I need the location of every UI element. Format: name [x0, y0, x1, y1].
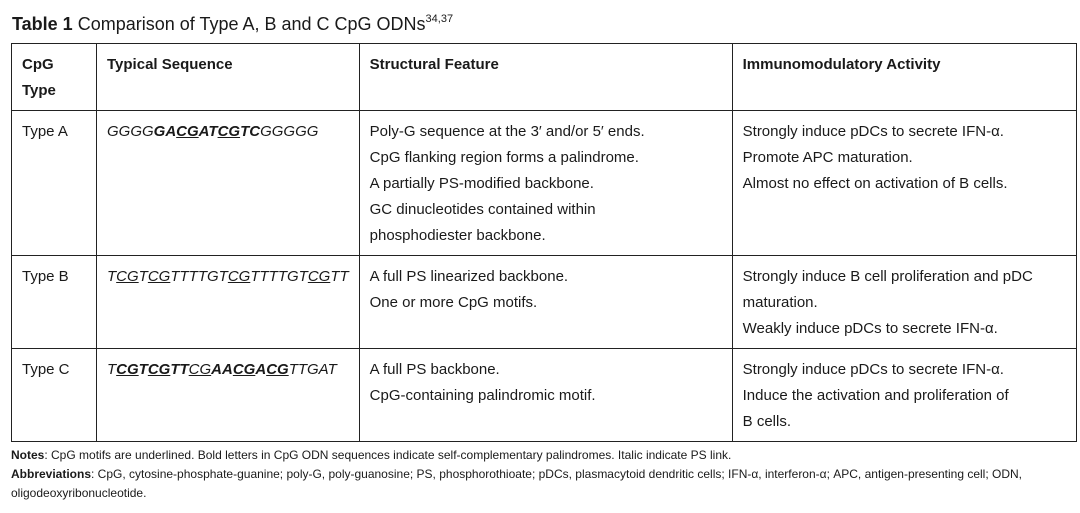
sequence-segment: T — [107, 268, 117, 285]
sequence-segment: GA — [153, 123, 177, 140]
sequence-segment: TC — [240, 123, 261, 140]
sequence-segment: TT — [330, 268, 349, 285]
immunomodulatory-activity-cell — [732, 256, 1076, 349]
sequence-segment: T — [138, 268, 148, 285]
structural-feature-line: A full PS backbone. — [369, 361, 500, 378]
cpg-type-cell: Type C — [12, 349, 97, 442]
activity-line: Promote APC maturation. — [742, 149, 913, 166]
table-body — [12, 111, 1077, 442]
header-typical-sequence: Typical Sequence — [97, 44, 360, 111]
sequence-segment: AT — [198, 123, 218, 140]
header-cpg-type: CpG Type — [12, 44, 97, 111]
table-title: Comparison of Type A, B and C CpG ODNs — [77, 14, 426, 34]
sequence-segment: CG — [176, 123, 199, 140]
sequence-segment: CG — [147, 268, 171, 285]
activity-line: Strongly induce pDCs to secrete IFN-α. — [742, 123, 1004, 140]
immunomodulatory-activity-cell — [732, 111, 1076, 256]
sequence-text — [107, 264, 349, 290]
table-row — [12, 256, 1077, 349]
table-caption — [12, 12, 453, 36]
activity-line: maturation. — [742, 294, 818, 311]
structural-feature-line: Poly-G sequence at the 3′ and/or 5′ ends. — [369, 123, 645, 140]
structural-feature-line: CpG-containing palindromic motif. — [369, 387, 596, 404]
structural-feature-line: A partially PS-modified backbone. — [369, 175, 594, 192]
activity-line: Weakly induce pDCs to secrete IFN-α. — [742, 320, 998, 337]
sequence-text — [107, 119, 349, 145]
sequence-segment: CG — [116, 268, 139, 285]
notes-label: Notes — [11, 448, 45, 462]
table-label: Table 1 — [12, 14, 73, 34]
activity-line: Strongly induce pDCs to secrete IFN-α. — [742, 361, 1004, 378]
cpg-type-cell: Type B — [12, 256, 97, 349]
sequence-cell — [97, 111, 360, 256]
notes-line — [11, 446, 1077, 465]
sequence-cell — [97, 256, 360, 349]
sequence-segment: AA — [211, 361, 233, 378]
sequence-segment: CG — [307, 268, 331, 285]
immunomodulatory-activity-cell — [732, 349, 1076, 442]
sequence-segment: CG — [227, 268, 251, 285]
structural-feature-line: A full PS linearized backbone. — [369, 268, 569, 285]
abbreviations-label: Abbreviations — [11, 467, 92, 481]
sequence-segment: TT — [170, 361, 189, 378]
notes-text: : CpG motifs are underlined. Bold letters in CpG ODN sequences indicate self-complementary palindromes. Italic indicate PS link. — [44, 448, 732, 462]
sequence-segment: TTTTGT — [250, 268, 308, 285]
activity-line: B cells. — [742, 413, 791, 430]
sequence-segment: CG — [232, 361, 256, 378]
reference-superscript: 34,37 — [425, 13, 454, 25]
sequence-segment: CG — [217, 123, 241, 140]
sequence-segment: CG — [147, 361, 171, 378]
structural-feature-cell — [359, 256, 732, 349]
sequence-text — [107, 357, 349, 383]
sequence-segment: CG — [116, 361, 139, 378]
header-row — [12, 44, 1077, 111]
structural-feature-cell — [359, 349, 732, 442]
table-notes — [11, 446, 1077, 503]
sequence-segment: T — [138, 361, 148, 378]
structural-feature-line: phosphodiester backbone. — [369, 227, 546, 244]
table-row — [12, 349, 1077, 442]
structural-feature-line: GC dinucleotides contained within — [369, 201, 596, 218]
structural-feature-cell — [359, 111, 732, 256]
abbreviations-text: : CpG, cytosine-phosphate-guanine; poly-G, poly-guanosine; PS, phosphorothioate; pDCs, plasmacytoid dendritic cells; IFN-α, interferon-α; APC, antigen-presenting cell; ODN, oligodeoxyribonucleotide. — [11, 467, 1023, 500]
sequence-segment: TTTTGT — [170, 268, 228, 285]
sequence-segment: CG — [188, 361, 212, 378]
sequence-segment: A — [255, 361, 267, 378]
header-structural-feature: Structural Feature — [359, 44, 732, 111]
sequence-segment: TTGAT — [288, 361, 337, 378]
sequence-segment: GGGGG — [260, 123, 319, 140]
sequence-segment: CG — [266, 361, 289, 378]
activity-line: Induce the activation and proliferation of — [742, 387, 1009, 404]
activity-line: Almost no effect on activation of B cells. — [742, 175, 1008, 192]
comparison-table — [11, 43, 1077, 442]
sequence-segment: T — [107, 361, 117, 378]
structural-feature-line: CpG flanking region forms a palindrome. — [369, 149, 639, 166]
table-row — [12, 111, 1077, 256]
sequence-segment: GGGG — [107, 123, 154, 140]
abbreviations-line — [11, 465, 1077, 503]
header-immunomodulatory-activity: Immunomodulatory Activity — [732, 44, 1076, 111]
activity-line: Strongly induce B cell proliferation and pDC — [742, 268, 1033, 285]
cpg-type-cell: Type A — [12, 111, 97, 256]
structural-feature-line: One or more CpG motifs. — [369, 294, 538, 311]
sequence-cell — [97, 349, 360, 442]
